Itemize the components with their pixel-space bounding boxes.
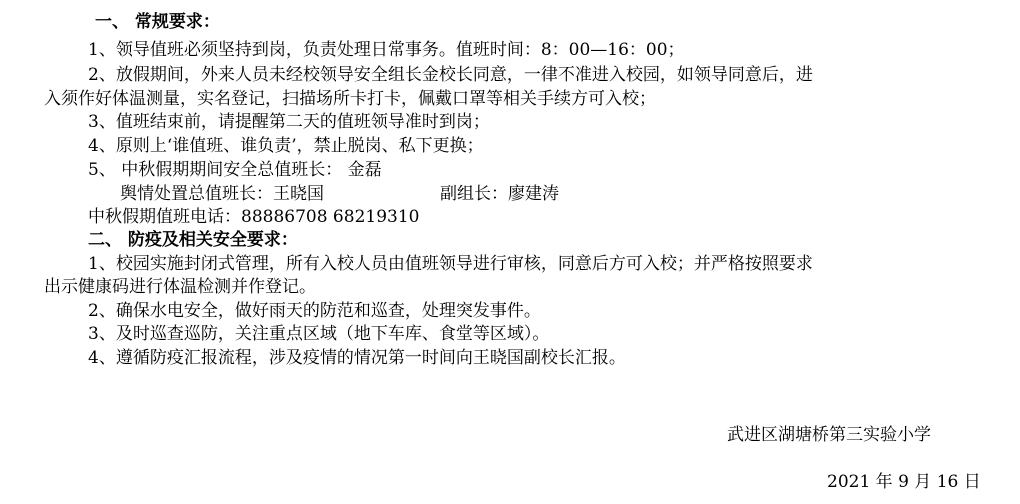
duty-phone-line: 中秋假期值班电话：88886708 68219310 <box>88 207 420 227</box>
deputy-leader: 副组长：廖建涛 <box>440 184 559 204</box>
section-2-heading: 二、 防疫及相关安全要求： <box>88 230 298 250</box>
section-1-item-1: 1、领导值班必须坚持到岗，负责处理日常事务。值班时间：8：00—16：00； <box>88 40 685 60</box>
section-2-item-1-line-2: 出示健康码进行体温检测并作登记。 <box>44 277 316 297</box>
section-1-heading: 一、 常规要求： <box>95 12 220 32</box>
section-1-item-2-line-2: 入须作好体温测量，实名登记，扫描场所卡打卡，佩戴口罩等相关手续方可入校； <box>44 89 656 109</box>
section-2-item-2: 2、确保水电安全，做好雨天的防范和巡查，处理突发事件。 <box>88 301 541 321</box>
section-1-item-3: 3、值班结束前，请提醒第二天的值班领导准时到岗； <box>88 112 490 132</box>
section-2-item-1-line-1: 1、校园实施封闭式管理，所有入校人员由值班领导进行审核，同意后方可入校；并严格按照要求 <box>88 254 813 274</box>
section-1-item-2-line-1: 2、放假期间，外来人员未经校领导安全组长金校长同意，一律不准进入校园，如领导同意后，进 <box>88 65 813 85</box>
section-2-item-4: 4、遵循防疫汇报流程，涉及疫情的情况第一时间向王晓国副校长汇报。 <box>88 348 626 368</box>
section-1-item-4: 4、原则上‘谁值班、谁负责’，禁止脱岗、私下更换； <box>88 136 484 156</box>
school-signature: 武进区湖塘桥第三实验小学 <box>727 425 931 445</box>
section-2-item-3: 3、及时巡查巡防，关注重点区域（地下车库、食堂等区域）。 <box>88 324 550 344</box>
document-date: 2021 年 9 月 16 日 <box>827 472 981 492</box>
public-opinion-leader: 舆情处置总值班长：王晓国 <box>120 184 324 204</box>
section-1-item-5: 5、 中秋假期期间安全总值班长： 金磊 <box>88 160 382 180</box>
